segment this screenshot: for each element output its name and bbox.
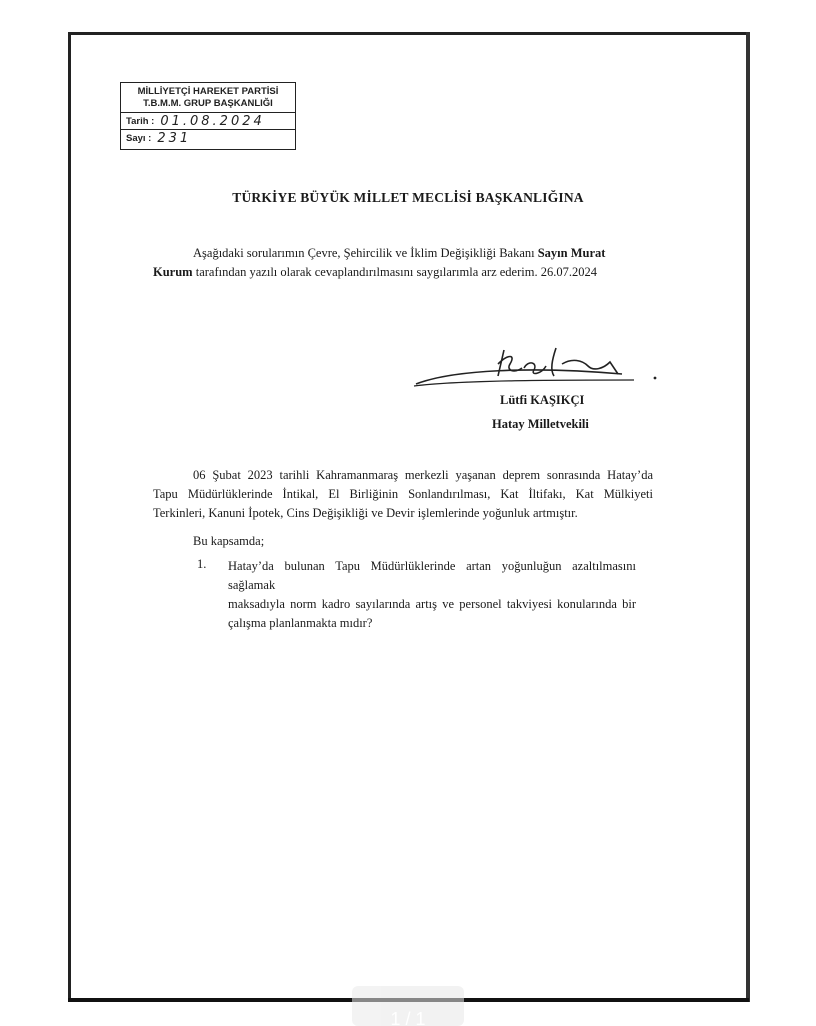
stamp-party-name: MİLLİYETÇİ HAREKET PARTİSİ (137, 86, 279, 97)
stamp-date-label: Tarih : (126, 115, 155, 127)
intro-text-2: tarafından yazılı olarak cevaplandırılmasını saygılarımla arz ederim. 26.07.2024 (192, 265, 597, 279)
intro-bold-2: Kurum (153, 265, 193, 279)
body-line-2: Tapu Müdürlüklerinde İntikal, El Birliğinin Sonlandırılması, Kat İltifakı, Kat Mülkiyeti (153, 487, 653, 501)
stamp-header (121, 83, 295, 113)
stamp-date-value: 01.08.2024 (160, 113, 265, 129)
stamp-number-value: 231 (157, 131, 192, 146)
scan-frame-left (68, 32, 71, 1002)
signer-name: Lütfi KAŞIKÇI (500, 393, 585, 407)
intro-paragraph (153, 244, 653, 282)
question-text (228, 557, 636, 633)
body-paragraph (153, 466, 653, 523)
scan-frame-right (746, 32, 750, 1002)
body-line-3: Terkinleri, Kanuni İpotek, Cins Değişikliği ve Devir işlemlerinde yoğunluk artmıştır. (153, 506, 578, 520)
question-line-3: çalışma planlanmakta mıdır? (228, 616, 373, 630)
body-line-1: 06 Şubat 2023 tarihli Kahramanmaraş merkezli yaşanan deprem sonrasında Hatay’da (193, 468, 653, 482)
registry-stamp (120, 82, 296, 150)
scope-line: Bu kapsamda; (193, 534, 265, 548)
question-line-2: maksadıyla norm kadro sayılarında artış ve personel takviyesi konularında bir (228, 597, 636, 611)
stamp-number-row (121, 130, 295, 147)
document-title: TÜRKİYE BÜYÜK MİLLET MECLİSİ BAŞKANLIĞINA (232, 190, 584, 205)
signer-role: Hatay Milletvekili (492, 417, 589, 431)
scan-frame-top (68, 32, 749, 35)
intro-text-1: Aşağıdaki sorularımın Çevre, Şehircilik ve İklim Değişikliği Bakanı (193, 246, 538, 260)
stamp-number-label: Sayı : (126, 133, 152, 144)
stamp-date-row (121, 113, 295, 130)
page-indicator: 1 / 1 (352, 986, 464, 1026)
stamp-group-name: T.B.M.M. GRUP BAŞKANLIĞI (143, 98, 273, 109)
intro-bold-1: Sayın Murat (537, 246, 606, 260)
question-line-1: Hatay’da bulunan Tapu Müdürlüklerinde artan yoğunluğun azaltılmasını sağlamak (228, 559, 636, 592)
handwritten-signature (412, 340, 662, 398)
question-number: 1. (197, 557, 207, 571)
